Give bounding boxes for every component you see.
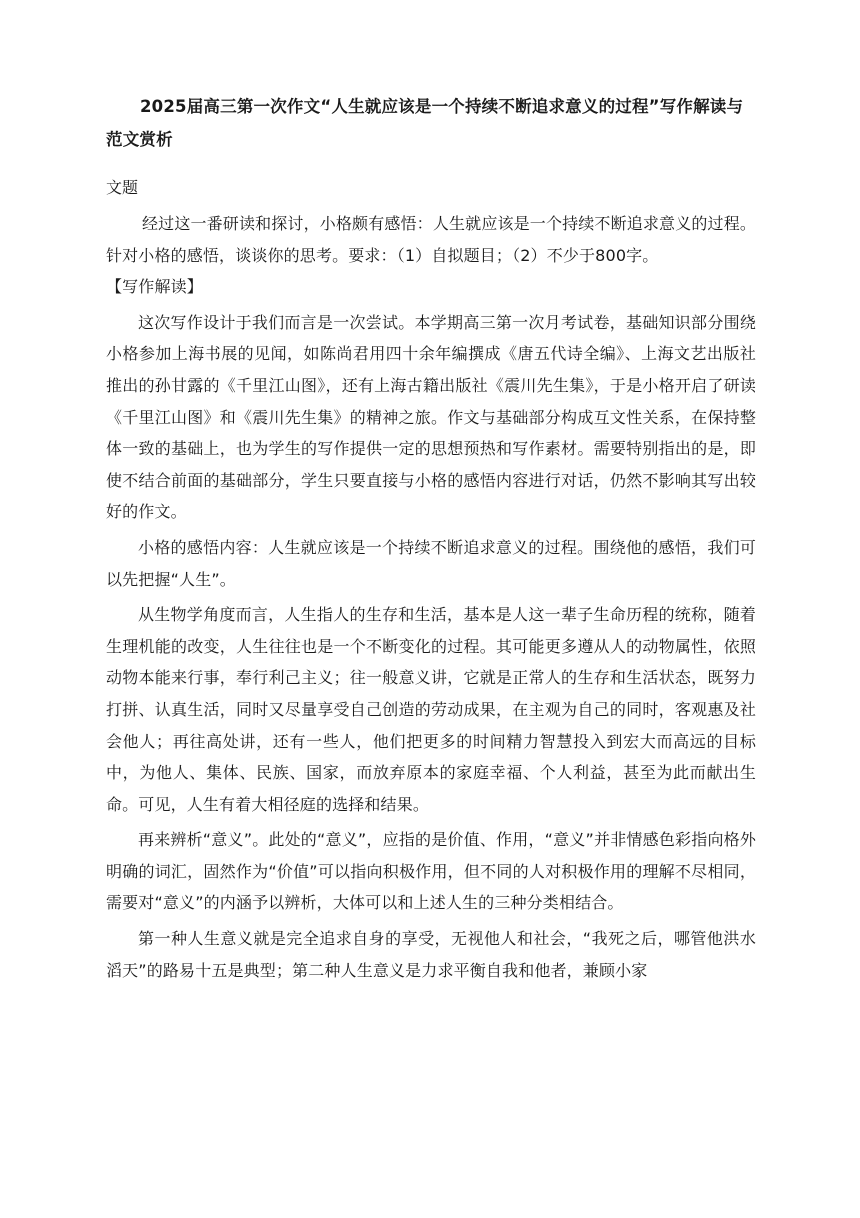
prompt-text: 经过这一番研读和探讨，小格颇有感悟：人生就应该是一个持续不断追求意义的过程。针对小格的感悟，谈谈你的思考。要求：（1）自拟题目；（2）不少于800字。 xyxy=(106,214,756,265)
prompt-label: 文题 xyxy=(106,178,139,197)
document-page xyxy=(106,90,756,986)
body-paragraph-1: 这次写作设计于我们而言是一次尝试。本学期高三第一次月考试卷，基础知识部分围绕小格参加上海书展的见闻，如陈尚君用四十余年编撰成《唐五代诗全编》、上海文艺出版社推出的孙甘露的《千里江山图》，还有上海古籍出版社《震川先生集》，于是小格开启了研读《千里江山图》和《震川先生集》的精神之旅。作文与基础部分构成互文性关系，在保持整体一致的基础上，也为学生的写作提供一定的思想预热和写作素材。需要特别指出的是，即使不结合前面的基础部分，学生只要直接与小格的感悟内容进行对话，仍然不影响其写出较好的作文。 xyxy=(106,312,756,522)
body-paragraph-2: 小格的感悟内容：人生就应该是一个持续不断追求意义的过程。围绕他的感悟，我们可以先把握“人生”。 xyxy=(106,537,756,589)
document-title: 2025届高三第一次作文“人生就应该是一个持续不断追求意义的过程”写作解读与范文赏析 xyxy=(106,97,744,149)
body-paragraph-5: 第一种人生意义就是完全追求自身的享受，无视他人和社会，“我死之后，哪管他洪水滔天”的路易十五是典型；第二种人生意义是力求平衡自我和他者，兼顾小家 xyxy=(106,929,756,980)
body-paragraph-3: 从生物学角度而言，人生指人的生存和生活，基本是人这一辈子生命历程的统称，随着生理机能的改变，人生往往也是一个不断变化的过程。其可能更多遵从人的动物属性，依照动物本能来行事，奉行利己主义；往一般意义讲，它就是正常人的生存和生活状态，既努力打拼、认真生活，同时又尽量享受自己创造的劳动成果，在主观为自己的同时，客观惠及社会他人；再往高处讲，还有一些人，他们把更多的时间精力智慧投入到宏大而高远的目标中，为他人、集体、民族、国家，而放弃原本的家庭幸福、个人利益，甚至为此而献出生命。可见，人生有着大相径庭的选择和结果。 xyxy=(106,605,756,814)
section-heading: 【写作解读】 xyxy=(106,277,203,297)
body-paragraph-4: 再来辨析“意义”。此处的“意义”，应指的是价值、作用，“意义”并非情感色彩指向格外明确的词汇，固然作为“价值”可以指向积极作用，但不同的人对积极作用的理解不尽相同，需要对“意义”的内涵予以辨析，大体可以和上述人生的三种分类相结合。 xyxy=(106,830,756,913)
